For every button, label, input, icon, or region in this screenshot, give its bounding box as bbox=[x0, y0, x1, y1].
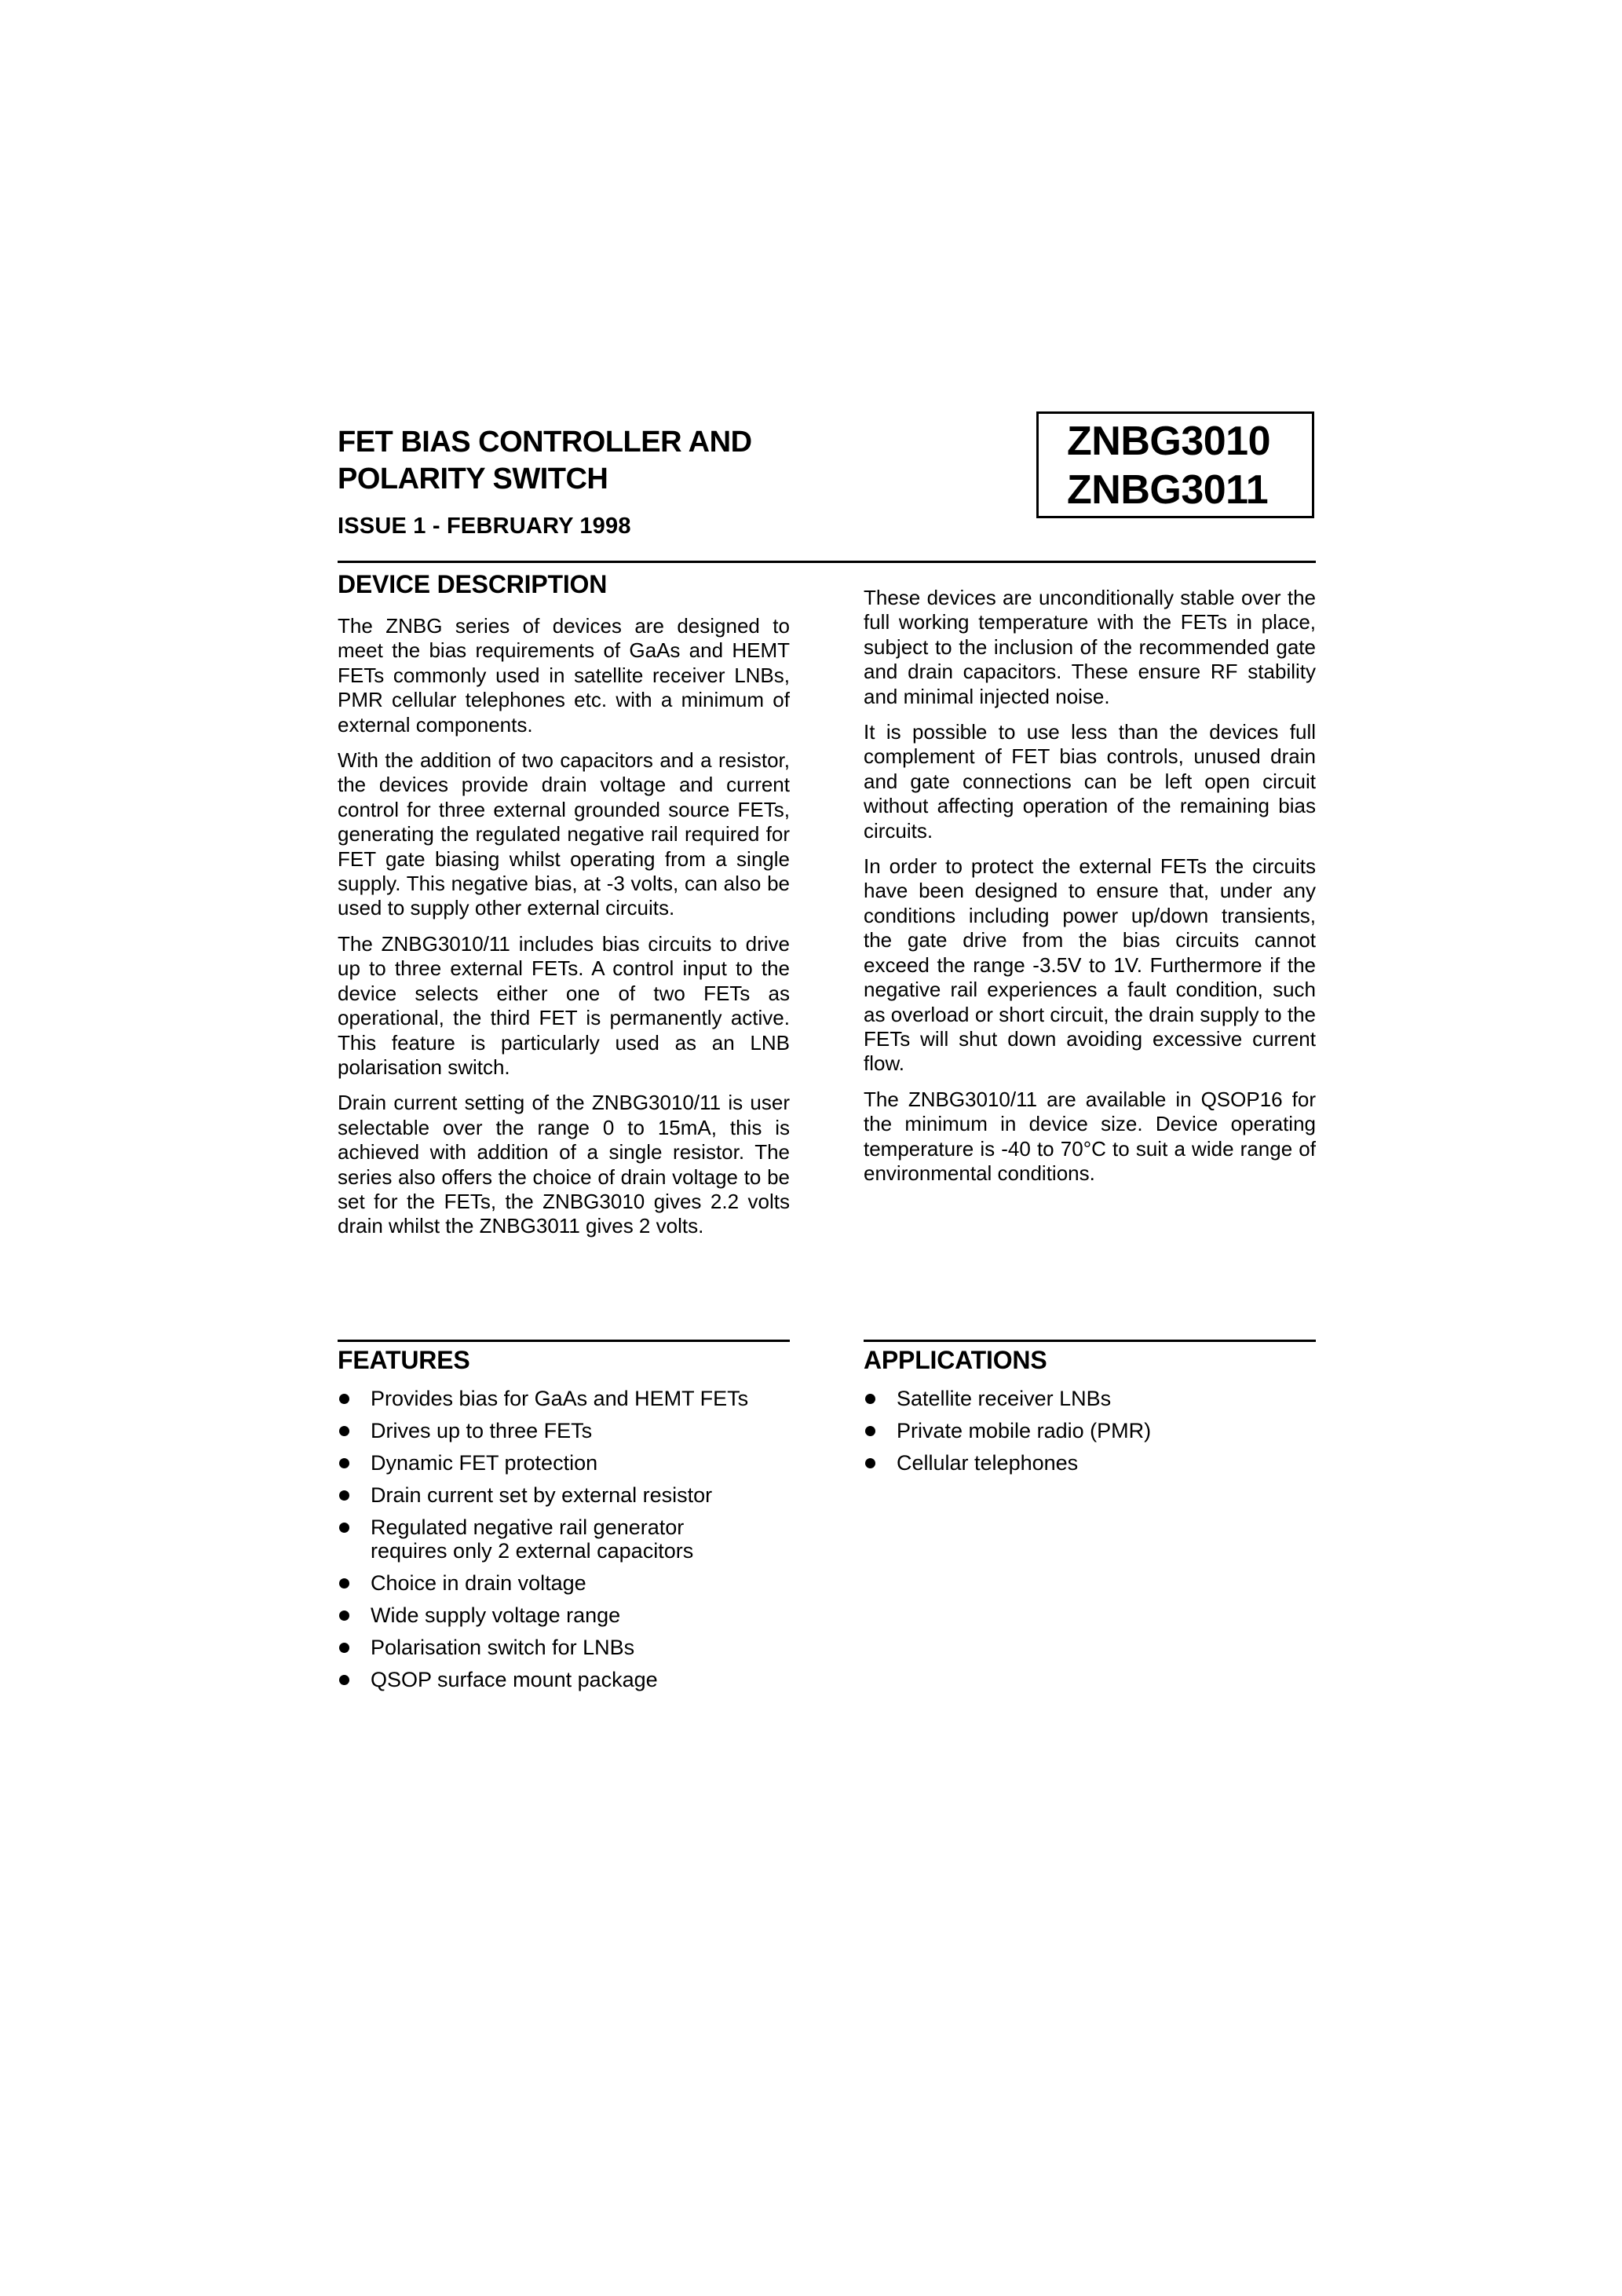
bullet-icon bbox=[339, 1675, 349, 1685]
bullet-icon bbox=[339, 1426, 349, 1436]
feature-text: Drives up to three FETs bbox=[371, 1419, 593, 1442]
feature-text: Choice in drain voltage bbox=[371, 1571, 586, 1595]
list-item bbox=[864, 1387, 1316, 1410]
application-text: Private mobile radio (PMR) bbox=[897, 1419, 1152, 1442]
list-item bbox=[338, 1603, 790, 1627]
application-text: Cellular telephones bbox=[897, 1451, 1079, 1475]
description-paragraph: With the addition of two capacitors and a resistor, the devices provide drain voltage and current control for three external grounded source FETs, generating the regulated negative rail required for FET gate biasing whilst operating from a single supply. This negative bias, at -3 volts, can also be used to supply other external circuits. bbox=[338, 748, 790, 920]
document-title bbox=[338, 424, 752, 498]
description-paragraph: In order to protect the external FETs the circuits have been designed to ensure that, under any conditions including power up/down transients, the gate drive from the bias circuits cannot exceed the range -3.5V to 1V. Furthermore if the negative rail experiences a fault condition, such as overload or short circuit, the drain supply to the FETs will shut down avoiding excessive current flow. bbox=[864, 854, 1316, 1076]
part-number-1: ZNBG3010 bbox=[1067, 419, 1270, 464]
description-paragraph: Drain current setting of the ZNBG3010/11 is user selectable over the range 0 to 15mA, this is achieved with addition of a single resistor. The series also offers the choice of drain voltage to be set for the FETs, the ZNBG3010 gives 2.2 volts drain whilst the ZNBG3011 gives 2 volts. bbox=[338, 1091, 790, 1238]
list-item bbox=[338, 1668, 790, 1691]
description-paragraph: The ZNBG3010/11 are available in QSOP16 for the minimum in device size. Device operating temperature is -40 to 70°C to suit a wide range of environmental conditions. bbox=[864, 1087, 1316, 1185]
features-heading: FEATURES bbox=[338, 1346, 470, 1374]
description-paragraph: The ZNBG series of devices are designed to meet the bias requirements of GaAs and HEMT FETs commonly used in satellite receiver LNBs, PMR cellular telephones etc. with a minimum of external components. bbox=[338, 614, 790, 737]
application-text: Satellite receiver LNBs bbox=[897, 1387, 1112, 1410]
bullet-icon bbox=[865, 1426, 875, 1436]
feature-text: Drain current set by external resistor bbox=[371, 1483, 713, 1507]
description-right-column bbox=[864, 586, 1316, 1197]
list-item bbox=[338, 1451, 790, 1475]
feature-text: Wide supply voltage range bbox=[371, 1603, 621, 1627]
list-item bbox=[338, 1515, 790, 1563]
list-item bbox=[338, 1387, 790, 1410]
header-divider bbox=[338, 561, 1316, 563]
bullet-icon bbox=[339, 1490, 349, 1501]
list-item bbox=[864, 1451, 1316, 1475]
description-paragraph: These devices are unconditionally stable over the full working temperature with the FETs in place, subject to the inclusion of the recommended gate and drain capacitors. These ensure RF stability and minimal injected noise. bbox=[864, 586, 1316, 708]
feature-text: Dynamic FET protection bbox=[371, 1451, 598, 1475]
applications-list bbox=[864, 1387, 1316, 1483]
part-number-2: ZNBG3011 bbox=[1067, 467, 1269, 513]
bullet-icon bbox=[865, 1458, 875, 1468]
bullet-icon bbox=[339, 1610, 349, 1621]
bullet-icon bbox=[339, 1643, 349, 1653]
feature-text: QSOP surface mount package bbox=[371, 1668, 658, 1691]
issue-date: ISSUE 1 - FEBRUARY 1998 bbox=[338, 514, 631, 539]
list-item bbox=[338, 1636, 790, 1659]
list-item bbox=[338, 1483, 790, 1507]
list-item bbox=[338, 1571, 790, 1595]
bullet-icon bbox=[339, 1578, 349, 1589]
bullet-icon bbox=[339, 1394, 349, 1404]
feature-text: Provides bias for GaAs and HEMT FETs bbox=[371, 1387, 749, 1410]
description-paragraph: The ZNBG3010/11 includes bias circuits to drive up to three external FETs. A control input to the device selects either one of two FETs as operational, the third FET is permanently active. This feature is particularly used as an LNB polarisation switch. bbox=[338, 931, 790, 1079]
applications-divider bbox=[864, 1340, 1316, 1342]
title-line-1: FET BIAS CONTROLLER AND bbox=[338, 426, 752, 459]
part-number-box bbox=[1036, 411, 1314, 518]
feature-text: Regulated negative rail generator requires only 2 external capacitors bbox=[371, 1515, 694, 1563]
bullet-icon bbox=[339, 1458, 349, 1468]
device-description-heading: DEVICE DESCRIPTION bbox=[338, 570, 608, 598]
bullet-icon bbox=[339, 1523, 349, 1533]
description-left-column bbox=[338, 614, 790, 1250]
bullet-icon bbox=[865, 1394, 875, 1404]
title-line-2: POLARITY SWITCH bbox=[338, 462, 608, 495]
list-item bbox=[338, 1419, 790, 1442]
features-list bbox=[338, 1387, 790, 1700]
features-divider bbox=[338, 1340, 790, 1342]
description-paragraph: It is possible to use less than the devices full complement of FET bias controls, unused drain and gate connections can be left open circuit without affecting operation of the remaining bias circuits. bbox=[864, 720, 1316, 843]
applications-heading: APPLICATIONS bbox=[864, 1346, 1047, 1374]
list-item bbox=[864, 1419, 1316, 1442]
feature-text: Polarisation switch for LNBs bbox=[371, 1636, 635, 1659]
